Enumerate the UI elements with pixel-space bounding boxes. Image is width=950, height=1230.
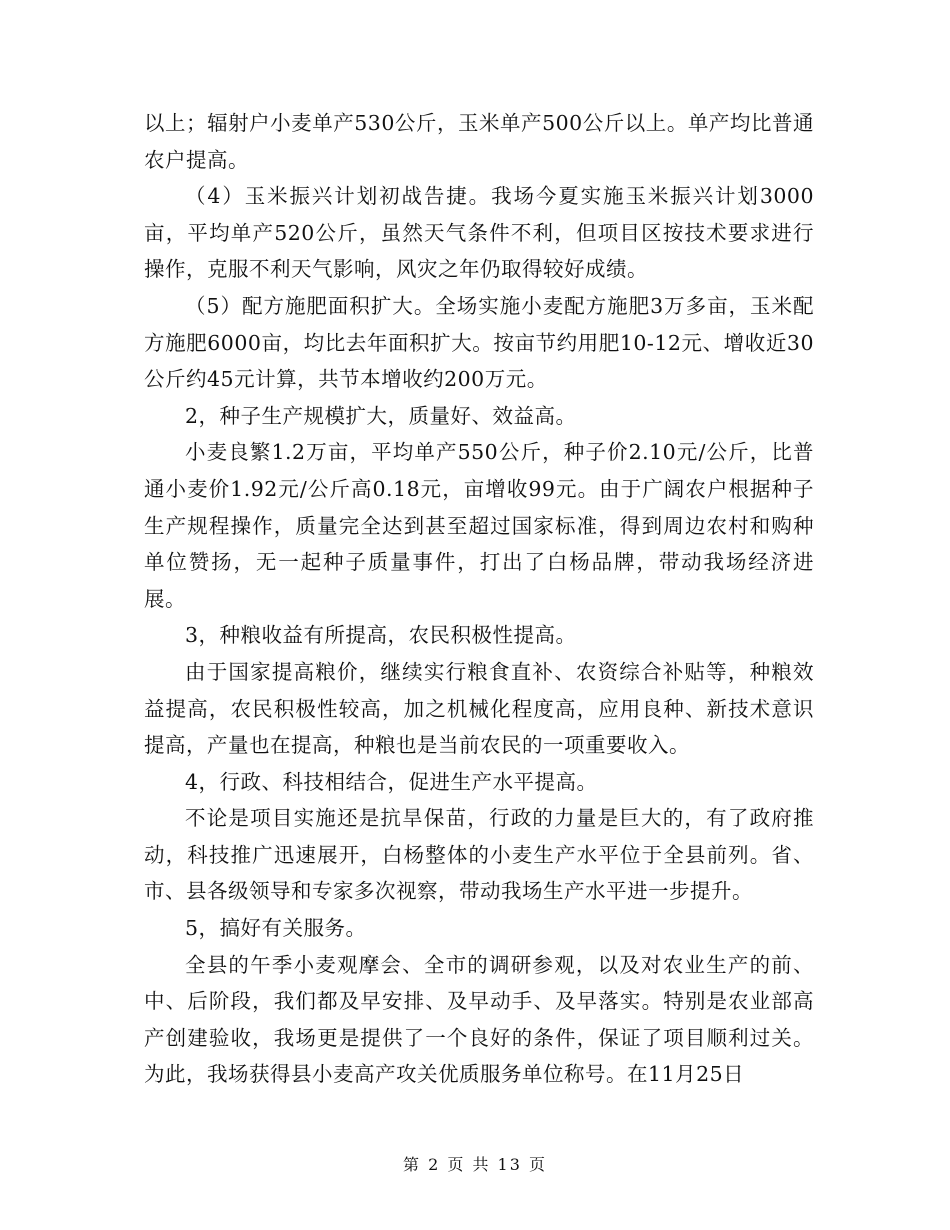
- paragraph-grain-income: 由于国家提高粮价，继续实行粮食直补、农资综合补贴等，种粮效益提高，农民积极性较高，加之机械化程度高，应用良种、新技术意识提高，产量也在提高，种粮也是当前农民的一项重要收入。: [144, 659, 814, 758]
- section-heading-grain-income: 3，种粮收益有所提高，农民积极性提高。: [185, 623, 577, 648]
- section-heading-admin-tech: 4，行政、科技相结合，促进生产水平提高。: [185, 769, 598, 794]
- paragraph-corn-revitalization: （4）玉米振兴计划初战告捷。我场今夏实施玉米振兴计划3000亩，平均单产520公斤，虽然天气条件不利，但项目区按技术要求进行操作，克服不利天气影响，风灾之年仍取得较好成绩。: [144, 184, 814, 282]
- paragraph-services: 全县的午季小麦观摩会、全市的调研参观，以及对农业生产的前、中、后阶段，我们都及早安排、及早动手、及早落实。特别是农业部高产创建验收，我场更是提供了一个良好的条件，保证了项目顺利过关。为此，我场获得县小麦高产攻关优质服务单位称号。在11月25日: [144, 952, 814, 1087]
- section-heading-seed-production: 2，种子生产规模扩大，质量好、效益高。: [185, 403, 577, 428]
- page-number-footer: 第 2 页 共 13 页: [403, 1155, 547, 1174]
- paragraph-seed-production: 小麦良繁1.2万亩，平均单产550公斤，种子价2.10元/公斤，比普通小麦价1.92元/公斤高0.18元，亩增收99元。由于广阔农户根据种子生产规程操作，质量完全达到甚至超过国家标准，得到周边农村和购种单位赞扬，无一起种子质量事件，打出了白杨品牌，带动我场经济进展。: [144, 440, 814, 611]
- paragraph-continuation: 以上；辐射户小麦单产530公斤，玉米单产500公斤以上。单产均比普通农户提高。: [144, 111, 814, 172]
- paragraph-admin-tech: 不论是项目实施还是抗旱保苗，行政的力量是巨大的，有了政府推动，科技推广迅速展开，白杨整体的小麦生产水平位于全县前列。省、市、县各级领导和专家多次视察，带动我场生产水平进一步提升。: [144, 806, 814, 904]
- section-heading-services: 5，搞好有关服务。: [185, 916, 367, 941]
- paragraph-formula-fertilization: （5）配方施肥面积扩大。全场实施小麦配方施肥3万多亩，玉米配方施肥6000亩，均比去年面积扩大。按亩节约用肥10-12元、增收近30公斤约45元计算，共节本增收约200万元。: [144, 293, 814, 392]
- document-body: [144, 105, 814, 1093]
